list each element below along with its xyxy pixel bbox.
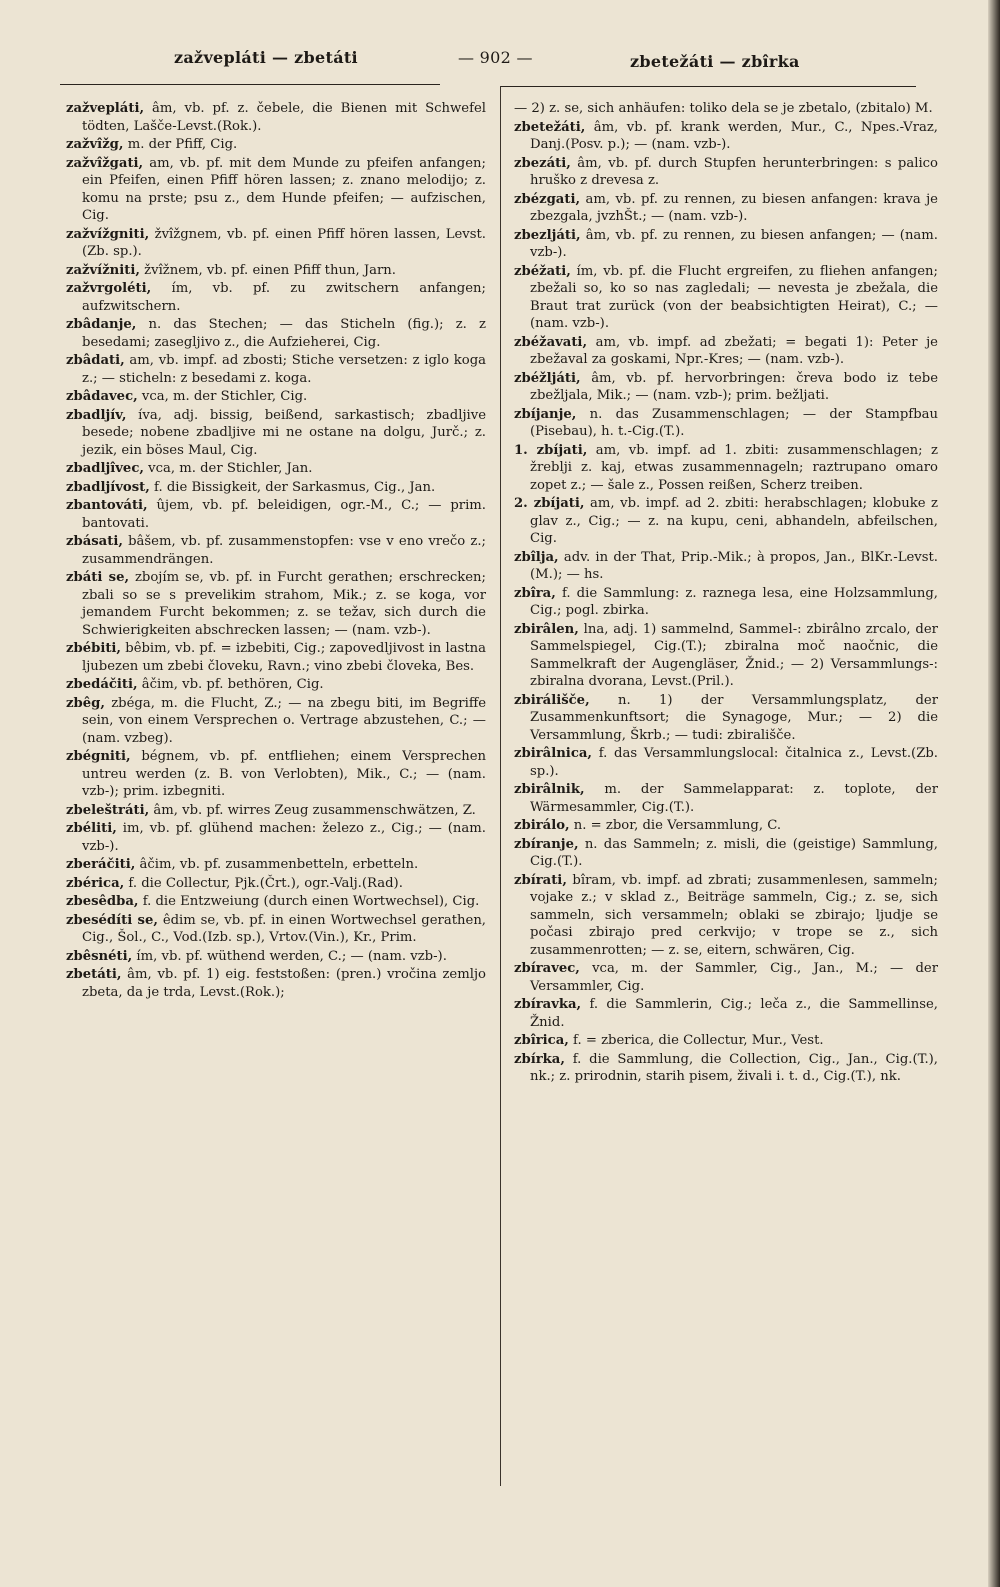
- entry-headword: zbirálišče,: [514, 692, 590, 708]
- dictionary-entry: [514, 549, 938, 584]
- entry-headword: zbégniti,: [66, 749, 131, 764]
- entry-headword: zbantováti,: [66, 498, 148, 513]
- entry-definition: vca, m. der Stichler, Jan.: [143, 461, 313, 476]
- dictionary-entry: [514, 872, 938, 960]
- dictionary-entry: [514, 585, 938, 620]
- dictionary-entry: [514, 817, 938, 835]
- entry-headword: zbêsnéti,: [66, 948, 133, 964]
- entry-definition: âm, vb. pf. zu rennen, zu biesen anfangen; — (nam. vzb-).: [530, 227, 938, 260]
- entry-definition: bîram, vb. impf. ad zbrati; zusammenlesen, sammeln; vojake z.; v sklad z., Beiträge sammeln, Cig.; z. se, sich sammeln, sich versammeln; oblaki se zbirajo; ljudje se počasi zbirajo pred cerkvijo; v trope se z., sich zusammenrotten; — z. se, eitern, schwären, Cig.: [530, 872, 938, 958]
- dictionary-entry: [514, 191, 938, 226]
- entry-definition: bégnem, vb. pf. entfliehen; einem Versprechen untreu werden (z. B. von Verlobten), Mik., C.; — (nam. vzb-); prim. izbegniti.: [82, 749, 486, 799]
- entry-definition: f. = zberica, die Collectur, Mur., Vest.: [568, 1033, 824, 1048]
- dictionary-entry: [66, 316, 486, 351]
- entry-definition: f. die Collectur, Pjk.(Črt.), ogr.-Valj.(Rad).: [124, 875, 403, 891]
- entry-headword: zbadljívost,: [66, 479, 150, 495]
- entry-headword: zbetáti,: [66, 967, 122, 982]
- entry-headword: zbesédíti se,: [66, 912, 158, 928]
- entry-definition: vca, m. der Stichler, Cig.: [137, 389, 308, 404]
- entry-definition: íva, adj. bissig, beißend, sarkastisch; zbadljive besede; nobene zbadljive mi ne ostane na dolgu, Jurč.; z. jezik, ein böses Maul, Cig.: [82, 407, 486, 458]
- dictionary-entry: [66, 352, 486, 387]
- entry-headword: zbéliti,: [66, 821, 117, 836]
- entry-headword: zbíjanje,: [514, 406, 577, 422]
- dictionary-entry: [66, 676, 486, 694]
- entry-headword: zbírka,: [514, 1051, 565, 1067]
- dictionary-entry: [66, 262, 486, 280]
- dictionary-entry: [514, 370, 938, 405]
- dictionary-entry: [66, 748, 486, 801]
- entry-definition: f. die Sammlung, die Collection, Cig., Jan., Cig.(T.), nk.; z. prirodnin, starih pisem, živali i. t. d., Cig.(T.), nk.: [530, 1051, 938, 1084]
- entry-definition: f. die Sammlung: z. raznega lesa, eine Holzsammlung, Cig.; pogl. zbirka.: [530, 585, 938, 618]
- entry-definition: âm, vb. pf. z. čebele, die Bienen mit Schwefel tödten, Lašče-Levst.(Rok.).: [82, 101, 486, 134]
- entry-definition: m. der Pfiff, Cig.: [123, 137, 238, 152]
- entry-headword: zbîra,: [514, 585, 556, 601]
- entry-definition: f. das Versammlungslocal: čitalnica z., Levst.(Zb. sp.).: [530, 746, 938, 779]
- entry-definition: žvîžgnem, vb. pf. einen Pfiff hören lassen, Levst.(Zb. sp.).: [82, 226, 486, 259]
- entry-definition: — 2) z. se, sich anhäufen: toliko dela se je zbetalo, (zbitalo) M.: [514, 101, 933, 116]
- page-edge-shadow: [988, 0, 1000, 1587]
- entry-definition: f. die Bissigkeit, der Sarkasmus, Cig., Jan.: [149, 479, 436, 495]
- dictionary-entry: [66, 893, 486, 911]
- entry-definition: n. das Sammeln; z. misli, die (geistige) Sammlung, Cig.(T.).: [530, 836, 938, 869]
- entry-headword: zberáčiti,: [66, 857, 136, 872]
- dictionary-entry: [66, 388, 486, 406]
- header-right-guide-words: zbetežáti — zbîrka: [630, 52, 800, 71]
- dictionary-entry: [514, 495, 938, 548]
- page-number: — 902 —: [458, 48, 533, 67]
- entry-headword: zbâdanje,: [66, 317, 137, 332]
- entry-definition: âm, vb. pf. krank werden, Mur., C., Npes.-Vraz, Danj.(Posv. p.); — (nam. vzb-).: [530, 119, 938, 152]
- entry-headword: zbéžati,: [514, 263, 571, 279]
- dictionary-entry: [514, 1051, 938, 1086]
- dictionary-entry: [514, 334, 938, 369]
- entry-definition: adv. in der That, Prip.-Mik.; à propos, Jan., BlKr.-Levst.(M.); — hs.: [530, 549, 938, 582]
- entry-definition: âm, vb. pf. hervorbringen: čreva bodo iz tebe zbežljala, Mik.; — (nam. vzb-); prim. bežljati.: [530, 370, 938, 403]
- entry-headword: zbirâlnica,: [514, 746, 592, 761]
- dictionary-entry: [66, 533, 486, 568]
- entry-headword: zbírati,: [514, 872, 567, 888]
- dictionary-entry: [514, 100, 938, 118]
- column-divider: [500, 86, 501, 1486]
- entry-headword: zbedáčiti,: [66, 677, 138, 692]
- dictionary-entry: [66, 875, 486, 893]
- dictionary-entry: [66, 136, 486, 154]
- entry-definition: m. der Sammelapparat: z. toplote, der Wärmesammler, Cig.(T.).: [530, 782, 938, 815]
- entry-definition: âm, vb. pf. durch Stupfen herunterbringen: s palico hruško z drevesa z.: [530, 155, 938, 188]
- entry-headword: zažvîžgati,: [66, 155, 144, 171]
- dictionary-entry: [66, 100, 486, 135]
- entry-definition: zbéga, m. die Flucht, Z.; — na zbegu biti, im Begriffe sein, von einem Versprechen o. Vertrage abzustehen, C.; — (nam. vzbeg).: [82, 695, 486, 746]
- entry-headword: zbâdati,: [66, 353, 125, 368]
- dictionary-entry: [66, 155, 486, 225]
- entry-headword: zažvížniti,: [66, 262, 140, 278]
- entry-definition: n. das Stechen; — das Sticheln (fig.); z. z besedami; zasegljivo z., die Aufzieherei, Cig.: [82, 317, 486, 350]
- entry-definition: ûjem, vb. pf. beleidigen, ogr.-M., C.; — prim. bantovati.: [82, 498, 486, 531]
- dictionary-entry: [66, 695, 486, 748]
- entry-headword: zbêg,: [66, 695, 105, 711]
- entry-definition: am, vb. impf. ad zbežati; = begati 1): Peter je zbežaval za goskami, Npr.-Kres; — (nam. vzb-).: [530, 334, 938, 367]
- entry-definition: âčim, vb. pf. zusammenbetteln, erbetteln.: [135, 857, 419, 872]
- dictionary-entry: [66, 912, 486, 947]
- entry-headword: zbíravka,: [514, 997, 582, 1012]
- dictionary-entry: [66, 407, 486, 460]
- entry-headword: zbézgati,: [514, 191, 581, 207]
- entry-definition: bêbim, vb. pf. = izbebiti, Cig.; zapovedljivost in lastna ljubezen um zbebi človeku, Ravn.; vino zbebi človeka, Bes.: [82, 641, 486, 674]
- entry-headword: 2. zbíjati,: [514, 496, 585, 511]
- dictionary-entry: [514, 621, 938, 691]
- entry-definition: ím, vb. pf. wüthend werden, C.; — (nam. vzb-).: [132, 948, 447, 964]
- header-left-guide-words: zažvepláti — zbetáti: [174, 48, 358, 67]
- dictionary-entry: [66, 479, 486, 497]
- entry-headword: zbadljív,: [66, 407, 127, 423]
- entry-headword: zbébiti,: [66, 641, 122, 656]
- entry-headword: zbirálo,: [514, 818, 570, 833]
- dictionary-entry: [66, 226, 486, 261]
- dictionary-entry: [514, 119, 938, 154]
- entry-definition: n. 1) der Versammlungsplatz, der Zusammenkunftsort; die Synagoge, Mur.; — 2) die Versammlung, Škrb.; — tudi: zbirališče.: [530, 692, 938, 743]
- entry-definition: am, vb. pf. mit dem Munde zu pfeifen anfangen; ein Pfeifen, einen Pfiff hören lassen; z. znano melodijo; z. komu na prste; psu z., dem Hunde pfeifen; — aufzischen, Cig.: [82, 155, 486, 223]
- entry-headword: zbezáti,: [514, 155, 571, 171]
- entry-definition: vca, m. der Sammler, Cig., Jan., M.; — der Versammler, Cig.: [530, 961, 938, 994]
- entry-definition: lna, adj. 1) sammelnd, Sammel-: zbirâlno zrcalo, der Sammelspiegel, Cig.(T.); zbiralna moč naočnic, die Sammelkraft der Augengläser, Žnid.; — 2) Versammlungs-: zbiralna dvorana, Levst.(Pril.).: [530, 621, 938, 689]
- entry-definition: âčim, vb. pf. bethören, Cig.: [137, 677, 324, 692]
- entry-headword: zbéžavati,: [514, 334, 588, 350]
- dictionary-entry: [514, 1032, 938, 1050]
- entry-headword: zbérica,: [66, 875, 125, 891]
- entry-headword: zbîlja,: [514, 549, 559, 565]
- entry-headword: zažvížgniti,: [66, 226, 150, 242]
- entry-definition: f. die Entzweiung (durch einen Wortwechsel), Cig.: [138, 894, 480, 909]
- dictionary-entry: [514, 406, 938, 441]
- entry-headword: zažvepláti,: [66, 101, 145, 116]
- entry-headword: 1. zbíjati,: [514, 442, 588, 458]
- entry-headword: zbásati,: [66, 534, 123, 549]
- entry-definition: âm, vb. pf. 1) eig. feststoßen: (pren.) vročina zemljo zbeta, da je trda, Levst.(Rok.);: [82, 967, 486, 1000]
- dictionary-entry: [514, 781, 938, 816]
- entry-definition: ím, vb. pf. zu zwitschern anfangen; aufzwitschern.: [82, 281, 486, 314]
- dictionary-entry: [66, 569, 486, 639]
- entry-headword: zbeleštráti,: [66, 802, 150, 818]
- entry-headword: zbirâlnik,: [514, 782, 585, 797]
- entry-headword: zbezljáti,: [514, 227, 581, 243]
- header-rule-left: [60, 84, 440, 85]
- entry-headword: zbâdavec,: [66, 389, 138, 404]
- entry-headword: zbetežáti,: [514, 119, 586, 135]
- entry-definition: êdim se, vb. pf. in einen Wortwechsel gerathen, Cig., Šol., C., Vod.(Izb. sp.), Vrtov.(Vin.), Kr., Prim.: [82, 912, 486, 945]
- dictionary-entry: [514, 960, 938, 995]
- entry-headword: zažvrgoléti,: [66, 281, 152, 296]
- entry-definition: am, vb. impf. ad 2. zbiti: herabschlagen; klobuke z glav z., Cig.; — z. na kupu, ceni, abhandeln, abfeilschen, Cig.: [530, 496, 938, 546]
- entry-definition: am, vb. pf. zu rennen, zu biesen anfangen: krava je zbezgala, jvzhŠt.; — (nam. vzb-).: [530, 191, 938, 224]
- entry-definition: am, vb. impf. ad zbosti; Stiche versetzen: z iglo koga z.; — sticheln: z besedami z. koga.: [82, 353, 486, 386]
- dictionary-entry: [514, 227, 938, 262]
- dictionary-entry: [66, 497, 486, 532]
- dictionary-entry: [66, 966, 486, 1001]
- entry-headword: zažvîžg,: [66, 137, 124, 152]
- dictionary-entry: [66, 802, 486, 820]
- dictionary-entry: [514, 745, 938, 780]
- entry-definition: am, vb. impf. ad 1. zbiti: zusammenschlagen; z žreblji z. kaj, etwas zusammennageln; raztrupano omaro zopet z.; — šale z., Possen reißen, Scherz treiben.: [530, 442, 938, 493]
- entry-definition: žvîžnem, vb. pf. einen Pfiff thun, Jarn.: [139, 262, 396, 278]
- dictionary-entry: [514, 996, 938, 1031]
- dictionary-entry: [66, 820, 486, 855]
- page-header: [60, 40, 820, 76]
- entry-definition: im, vb. pf. glühend machen: železo z., Cig.; — (nam. vzb-).: [82, 821, 486, 854]
- entry-definition: ím, vb. pf. die Flucht ergreifen, zu fliehen anfangen; zbežali so, ko so nas zagledali; — nevesta je zbežala, die Braut trat zurück (von der beabsichtigten Heirat), C.; — (nam. vzb-).: [530, 263, 938, 331]
- entry-headword: zbîrica,: [514, 1033, 569, 1048]
- entry-definition: n. = zbor, die Versammlung, C.: [569, 818, 782, 833]
- dictionary-entry: [66, 460, 486, 478]
- entry-definition: âm, vb. pf. wirres Zeug zusammenschwätzen, Z.: [149, 802, 476, 818]
- dictionary-entry: [514, 442, 938, 495]
- dictionary-entry: [514, 155, 938, 190]
- left-column: [66, 100, 486, 1002]
- entry-definition: zbojím se, vb. pf. in Furcht gerathen; erschrecken; zbali so se s prevelikim strahom, Mik.; z. se koga, vor jemandem Furcht bekommen; z. se težav, sich durch die Schwierigkeiten abschrecken lassen; — (nam. vzb-).: [82, 570, 486, 638]
- entry-headword: zbesêdba,: [66, 894, 139, 909]
- dictionary-entry: [66, 640, 486, 675]
- entry-definition: f. die Sammlerin, Cig.; leča z., die Sammellinse, Žnid.: [530, 997, 938, 1030]
- right-column: [514, 100, 938, 1087]
- dictionary-entry: [66, 280, 486, 315]
- entry-headword: zbéžljáti,: [514, 370, 581, 386]
- dictionary-entry: [514, 692, 938, 745]
- header-rule-right: [500, 86, 916, 87]
- entry-headword: zbíranje,: [514, 836, 579, 852]
- entry-headword: zbadljîvec,: [66, 461, 144, 476]
- entry-headword: zbirâlen,: [514, 621, 579, 637]
- dictionary-entry: [66, 948, 486, 966]
- entry-definition: bâšem, vb. pf. zusammenstopfen: vse v eno vrečo z.; zusammendrängen.: [82, 534, 486, 567]
- entry-headword: zbíravec,: [514, 961, 580, 976]
- dictionary-entry: [514, 263, 938, 333]
- entry-headword: zbáti se,: [66, 570, 130, 585]
- dictionary-entry: [66, 856, 486, 874]
- dictionary-entry: [514, 836, 938, 871]
- entry-definition: n. das Zusammenschlagen; — der Stampfbau (Pisebau), h. t.-Cig.(T.).: [530, 406, 938, 439]
